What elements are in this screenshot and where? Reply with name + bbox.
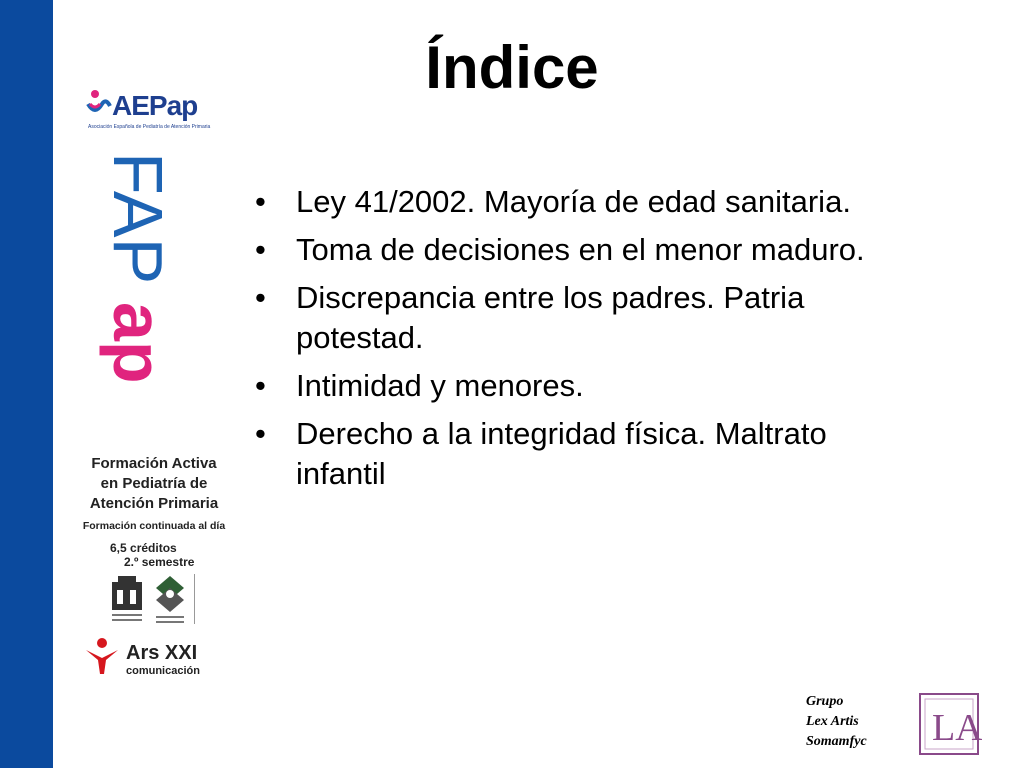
program-line-3: Atención Primaria bbox=[89, 495, 219, 512]
fapap-upper-text: FAP bbox=[99, 152, 177, 285]
program-line-2: en Pediatría de bbox=[100, 475, 208, 492]
credits-line-2: 2.º semestre bbox=[124, 555, 195, 569]
aepap-wordmark: AEPap bbox=[112, 90, 198, 121]
list-item bbox=[255, 366, 955, 406]
fapap-lower-text: ap bbox=[99, 302, 177, 384]
list-item-text: Toma de decisiones en el menor maduro. bbox=[296, 232, 865, 267]
list-item-text: Derecho a la integridad física. Maltrato infantil bbox=[296, 416, 827, 491]
bullet-icon: • bbox=[255, 280, 266, 315]
group-attribution bbox=[806, 692, 867, 752]
list-item bbox=[255, 182, 955, 222]
accreditation-emblem-2-icon bbox=[156, 576, 184, 623]
ars-subtitle: comunicación bbox=[126, 665, 200, 677]
left-accent-bar bbox=[0, 0, 53, 768]
list-item-text: Intimidad y menores. bbox=[296, 368, 584, 403]
accreditation-emblem-1-icon bbox=[112, 576, 142, 621]
program-line-4: Formación continuada al día bbox=[82, 520, 226, 532]
la-logo-text: LA bbox=[932, 707, 982, 749]
bullet-list bbox=[255, 182, 955, 502]
group-line-1: Grupo bbox=[806, 694, 844, 709]
list-item bbox=[255, 278, 955, 358]
ars-xxi-logo bbox=[84, 636, 224, 680]
aepap-logo bbox=[86, 88, 226, 136]
program-line-1: Formación Activa bbox=[91, 455, 217, 472]
bullet-icon: • bbox=[255, 232, 266, 267]
accreditation-emblems bbox=[108, 574, 208, 630]
list-item-text: Discrepancia entre los padres. Patria potestad. bbox=[296, 280, 805, 355]
list-item bbox=[255, 414, 955, 494]
bullet-icon: • bbox=[255, 368, 266, 403]
bullet-icon: • bbox=[255, 184, 266, 219]
slide-title: Índice bbox=[425, 34, 599, 101]
list-item-text: Ley 41/2002. Mayoría de edad sanitaria. bbox=[296, 184, 851, 219]
fapap-wordmark bbox=[74, 150, 204, 430]
group-line-2: Lex Artis bbox=[806, 714, 859, 729]
group-line-3: Somamfyc bbox=[806, 734, 867, 749]
lex-artis-logo bbox=[918, 692, 982, 758]
credits-line-1: 6,5 créditos bbox=[110, 541, 177, 555]
list-item bbox=[255, 230, 955, 270]
aepap-subtitle: Asociación Española de Pediatría de Atención Primaria bbox=[88, 124, 211, 130]
ars-figure-icon bbox=[84, 636, 120, 676]
bullet-icon: • bbox=[255, 416, 266, 451]
ars-name: Ars XXI bbox=[126, 642, 198, 664]
